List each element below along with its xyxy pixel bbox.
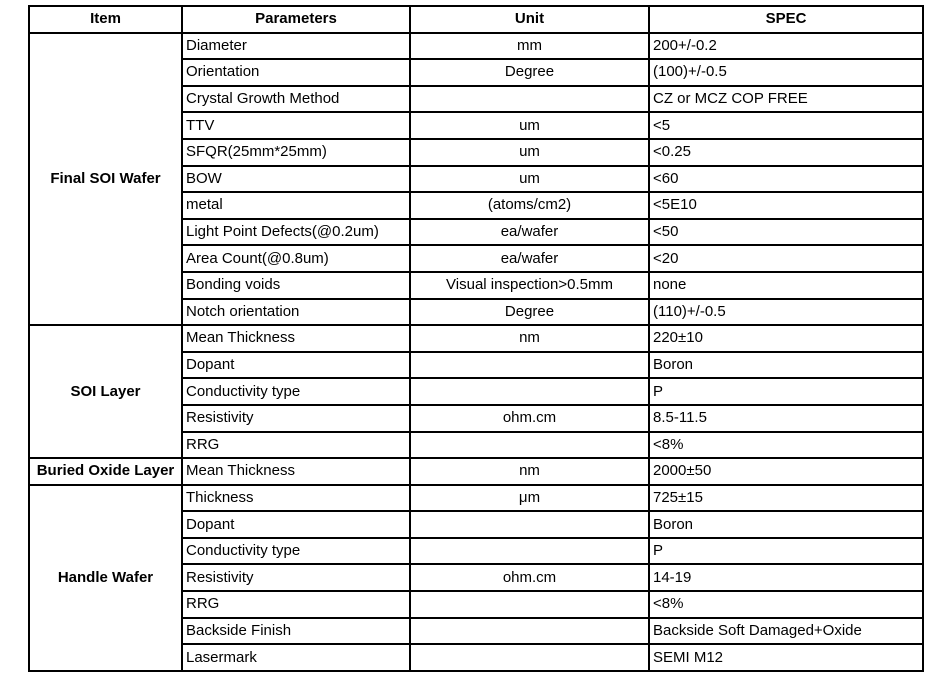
- spec-cell: 14-19: [649, 564, 923, 591]
- spec-cell: <20: [649, 245, 923, 272]
- spec-table-body: [29, 33, 923, 671]
- unit-cell: ohm.cm: [410, 405, 649, 432]
- unit-cell: nm: [410, 458, 649, 485]
- parameter-cell: Backside Finish: [182, 618, 410, 645]
- spec-cell: <0.25: [649, 139, 923, 166]
- parameter-cell: Mean Thickness: [182, 325, 410, 352]
- table-row: [29, 458, 923, 485]
- header-row: [29, 6, 923, 33]
- spec-cell: <5: [649, 112, 923, 139]
- unit-cell: [410, 378, 649, 405]
- parameter-cell: SFQR(25mm*25mm): [182, 139, 410, 166]
- item-group-label: Buried Oxide Layer: [29, 458, 182, 485]
- parameter-cell: Crystal Growth Method: [182, 86, 410, 113]
- unit-cell: (atoms/cm2): [410, 192, 649, 219]
- parameter-cell: Diameter: [182, 33, 410, 60]
- parameter-cell: RRG: [182, 591, 410, 618]
- item-group-label: Handle Wafer: [29, 485, 182, 671]
- parameter-cell: TTV: [182, 112, 410, 139]
- parameter-cell: Lasermark: [182, 644, 410, 671]
- spec-cell: <8%: [649, 432, 923, 459]
- table-row: [29, 485, 923, 512]
- parameter-cell: BOW: [182, 166, 410, 193]
- unit-cell: nm: [410, 325, 649, 352]
- unit-cell: ea/wafer: [410, 245, 649, 272]
- header-spec: SPEC: [649, 6, 923, 33]
- parameter-cell: Mean Thickness: [182, 458, 410, 485]
- unit-cell: [410, 618, 649, 645]
- spec-cell: P: [649, 538, 923, 565]
- parameter-cell: Notch orientation: [182, 299, 410, 326]
- spec-cell: 220±10: [649, 325, 923, 352]
- parameter-cell: Dopant: [182, 352, 410, 379]
- parameter-cell: Bonding voids: [182, 272, 410, 299]
- spec-cell: 8.5-11.5: [649, 405, 923, 432]
- unit-cell: Degree: [410, 59, 649, 86]
- header-item: Item: [29, 6, 182, 33]
- header-unit: Unit: [410, 6, 649, 33]
- parameter-cell: Area Count(@0.8um): [182, 245, 410, 272]
- spec-cell: SEMI M12: [649, 644, 923, 671]
- unit-cell: [410, 538, 649, 565]
- unit-cell: ohm.cm: [410, 564, 649, 591]
- spec-cell: Backside Soft Damaged+Oxide: [649, 618, 923, 645]
- unit-cell: mm: [410, 33, 649, 60]
- spec-cell: <8%: [649, 591, 923, 618]
- unit-cell: [410, 591, 649, 618]
- unit-cell: Visual inspection>0.5mm: [410, 272, 649, 299]
- table-row: [29, 33, 923, 60]
- spec-cell: 200+/-0.2: [649, 33, 923, 60]
- header-parameters: Parameters: [182, 6, 410, 33]
- spec-cell: (110)+/-0.5: [649, 299, 923, 326]
- unit-cell: um: [410, 139, 649, 166]
- parameter-cell: RRG: [182, 432, 410, 459]
- unit-cell: um: [410, 166, 649, 193]
- parameter-cell: Dopant: [182, 511, 410, 538]
- spec-cell: Boron: [649, 352, 923, 379]
- unit-cell: [410, 432, 649, 459]
- unit-cell: ea/wafer: [410, 219, 649, 246]
- unit-cell: [410, 644, 649, 671]
- table-row: [29, 325, 923, 352]
- item-group-label: SOI Layer: [29, 325, 182, 458]
- unit-cell: um: [410, 112, 649, 139]
- unit-cell: [410, 511, 649, 538]
- parameter-cell: Conductivity type: [182, 378, 410, 405]
- unit-cell: μm: [410, 485, 649, 512]
- unit-cell: Degree: [410, 299, 649, 326]
- item-group-label: Final SOI Wafer: [29, 33, 182, 326]
- parameter-cell: Orientation: [182, 59, 410, 86]
- spec-cell: 725±15: [649, 485, 923, 512]
- spec-cell: <50: [649, 219, 923, 246]
- spec-cell: Boron: [649, 511, 923, 538]
- parameter-cell: Conductivity type: [182, 538, 410, 565]
- parameter-cell: Resistivity: [182, 405, 410, 432]
- unit-cell: [410, 352, 649, 379]
- parameter-cell: metal: [182, 192, 410, 219]
- spec-cell: <5E10: [649, 192, 923, 219]
- spec-cell: 2000±50: [649, 458, 923, 485]
- spec-cell: P: [649, 378, 923, 405]
- parameter-cell: Light Point Defects(@0.2um): [182, 219, 410, 246]
- parameter-cell: Resistivity: [182, 564, 410, 591]
- spec-table: [28, 5, 924, 672]
- spec-cell: (100)+/-0.5: [649, 59, 923, 86]
- unit-cell: [410, 86, 649, 113]
- parameter-cell: Thickness: [182, 485, 410, 512]
- spec-cell: CZ or MCZ COP FREE: [649, 86, 923, 113]
- spec-cell: <60: [649, 166, 923, 193]
- spec-cell: none: [649, 272, 923, 299]
